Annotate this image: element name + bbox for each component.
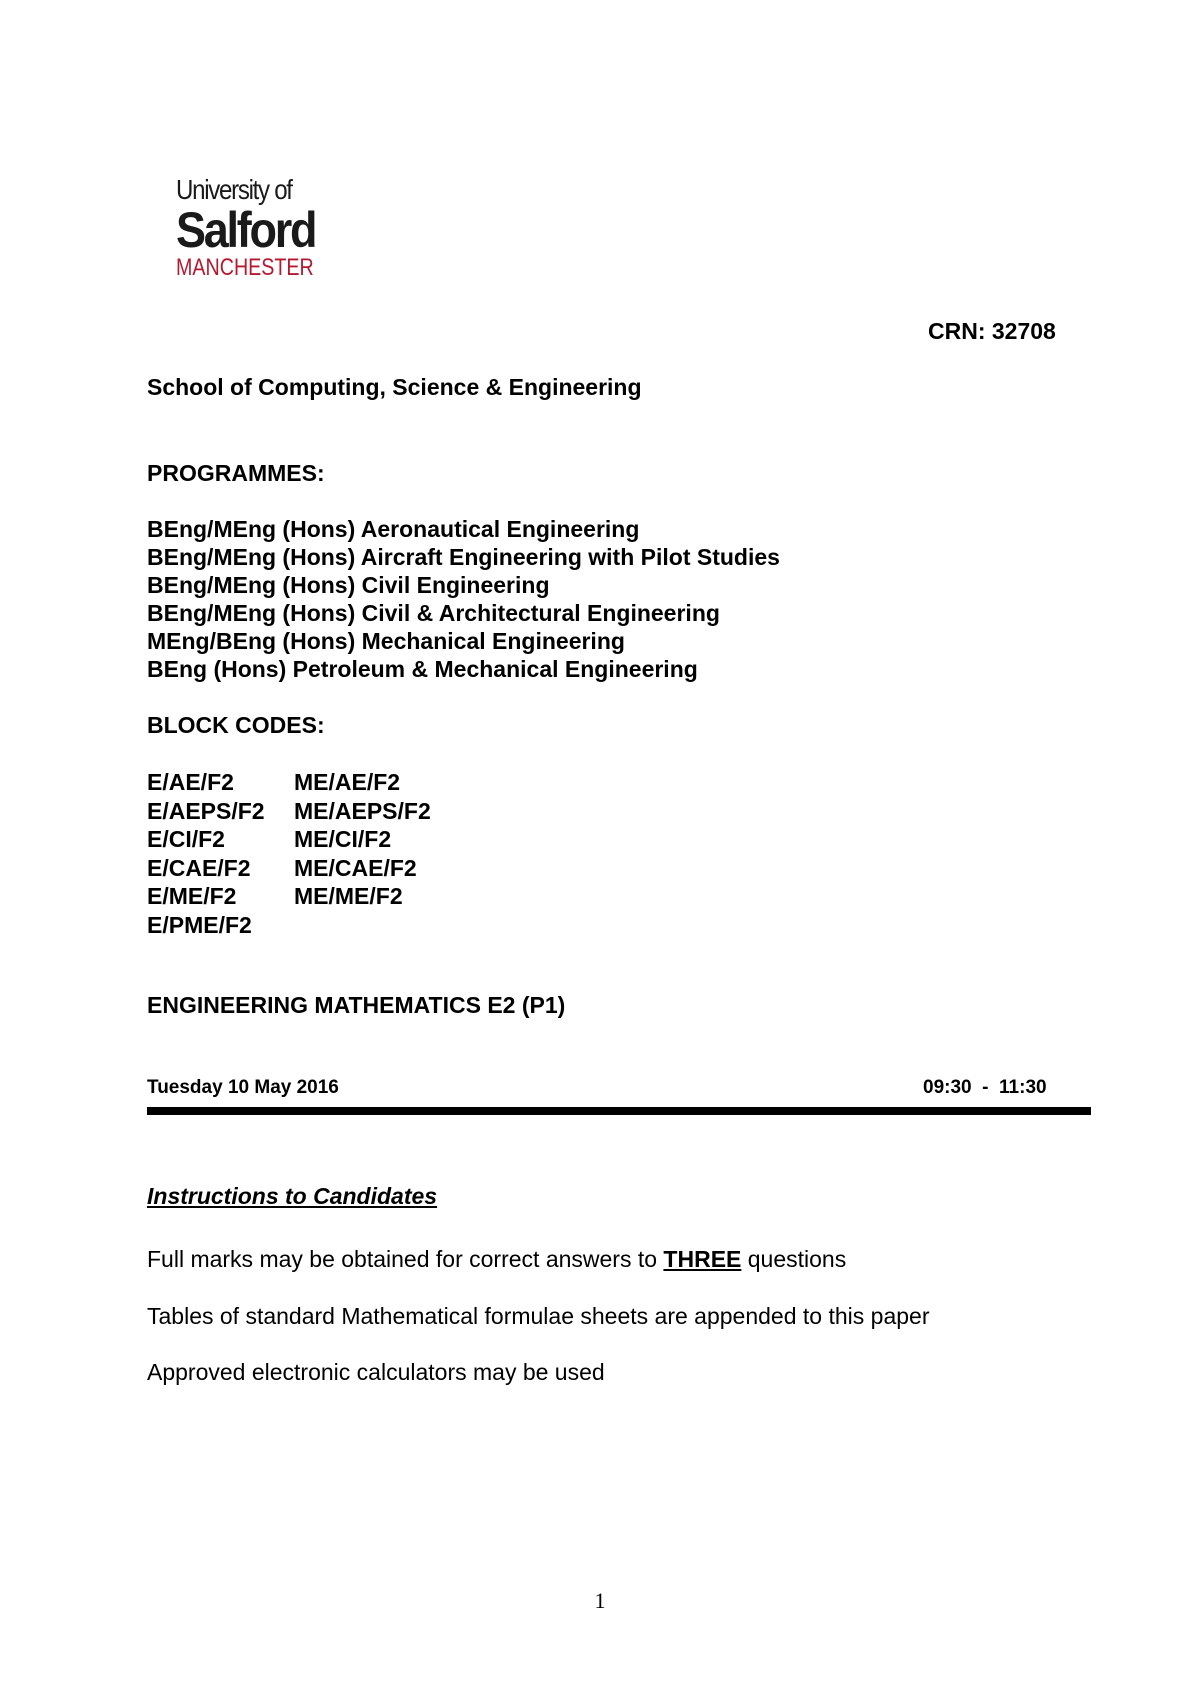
block-code: ME/AEPS/F2 [294, 797, 431, 824]
block-code: E/ME/F2 [147, 883, 237, 909]
course-title: ENGINEERING MATHEMATICS E2 (P1) [147, 992, 566, 1018]
programmes-heading: PROGRAMMES: [147, 460, 325, 486]
instruction-line [147, 1246, 846, 1273]
block-code: ME/AE/F2 [294, 769, 401, 795]
programme-item: BEng/MEng (Hons) Aeronautical Engineering [147, 516, 640, 542]
block-code: ME/ME/F2 [294, 883, 403, 909]
university-logo [176, 176, 322, 280]
logo-line-manchester: MANCHESTER [176, 254, 314, 281]
block-code: ME/CI/F2 [294, 826, 392, 852]
block-code: ME/CAE/F2 [294, 854, 417, 881]
crn-label: CRN: 32708 [928, 318, 1056, 344]
block-code [294, 911, 431, 940]
block-code: E/AE/F2 [147, 769, 234, 795]
block-code: E/PME/F2 [147, 911, 252, 938]
divider-rule [147, 1107, 1091, 1115]
programme-item: BEng/MEng (Hons) Civil & Architectural Engineering [147, 600, 720, 626]
page-number: 1 [594, 1588, 606, 1613]
programmes-list [147, 515, 780, 683]
programme-item: MEng/BEng (Hons) Mechanical Engineering [147, 628, 625, 654]
instructions-heading: Instructions to Candidates [147, 1183, 438, 1209]
instruction-line: Tables of standard Mathematical formulae sheets are appended to this paper [147, 1303, 930, 1329]
instruction-emphasis: THREE [663, 1246, 742, 1272]
instruction-text: Full marks may be obtained for correct answers to [147, 1246, 664, 1272]
programme-item: BEng/MEng (Hons) Aircraft Engineering with Pilot Studies [147, 544, 780, 570]
exam-time: 09:30 - 11:30 [923, 1077, 1047, 1098]
instruction-text: questions [741, 1246, 847, 1272]
block-codes-heading: BLOCK CODES: [147, 712, 325, 738]
block-code: E/CI/F2 [147, 826, 225, 852]
block-code: E/CAE/F2 [147, 854, 251, 881]
school-name: School of Computing, Science & Engineering [147, 374, 642, 400]
block-codes-table [147, 768, 431, 939]
logo-line-university-of: University of [176, 174, 292, 205]
programme-item: BEng/MEng (Hons) Civil Engineering [147, 572, 550, 598]
instruction-line: Approved electronic calculators may be used [147, 1359, 605, 1385]
logo-line-salford: Salford [176, 202, 316, 258]
exam-date: Tuesday 10 May 2016 [147, 1077, 339, 1098]
block-code: E/AEPS/F2 [147, 797, 265, 824]
programme-item: BEng (Hons) Petroleum & Mechanical Engineering [147, 656, 698, 682]
